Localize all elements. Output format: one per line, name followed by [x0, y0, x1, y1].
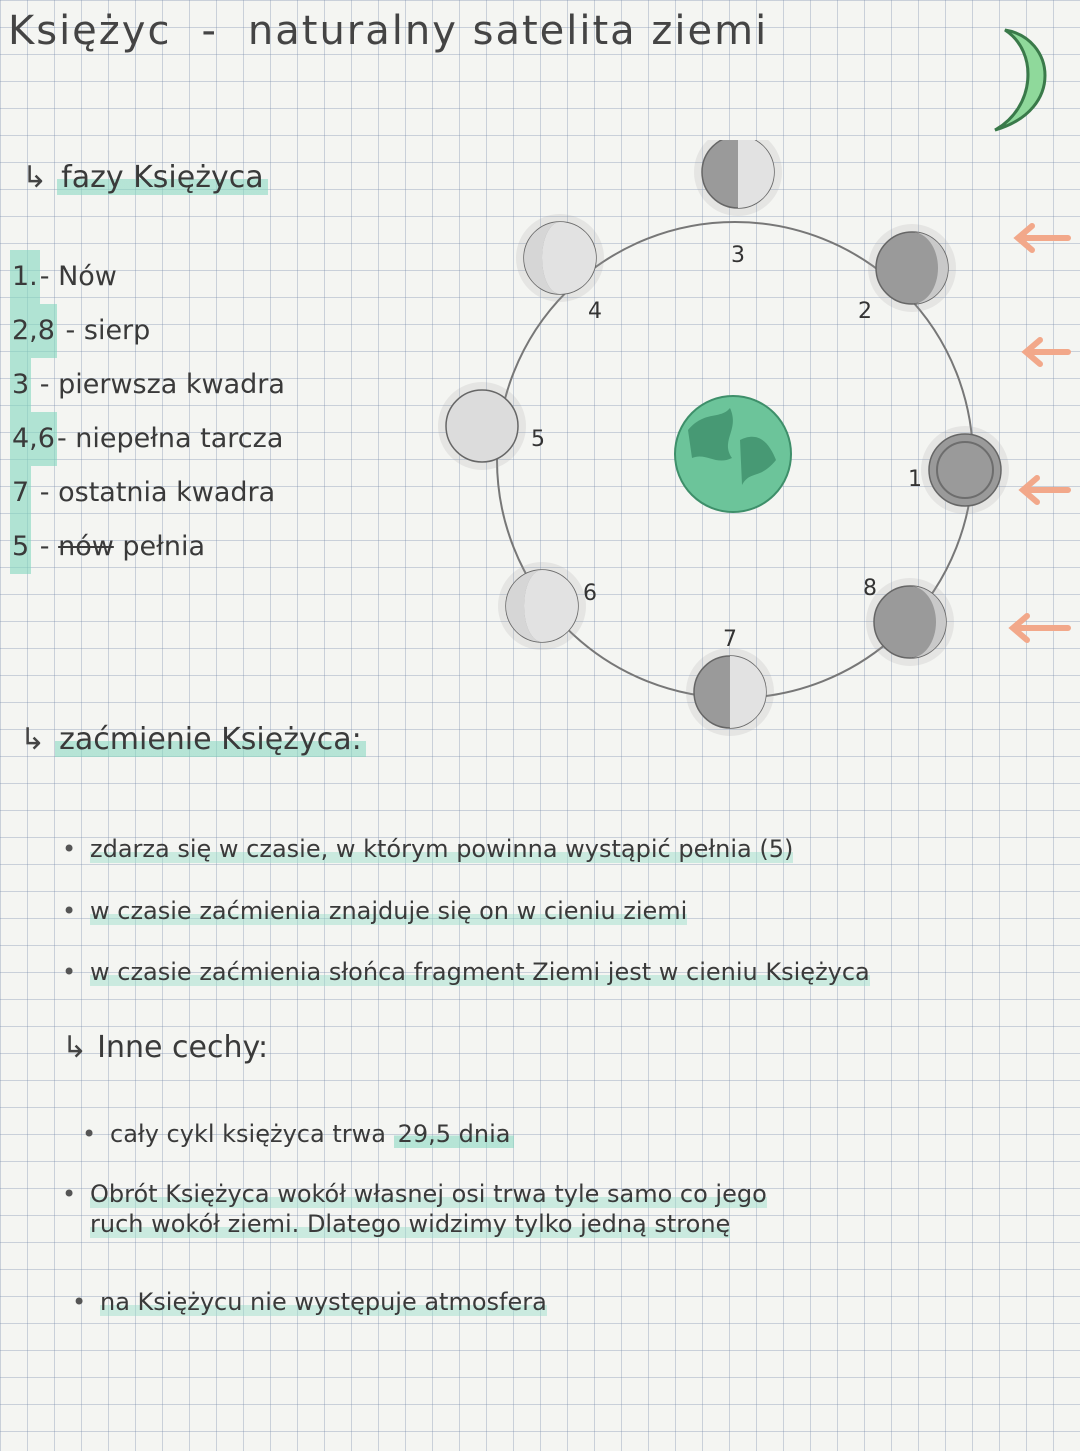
- title-separator: -: [201, 8, 218, 54]
- phase-row: 5 - nów pełnia: [10, 520, 285, 574]
- moon-phase-label: 6: [583, 581, 597, 606]
- moon-phase-label: 1: [908, 467, 922, 492]
- moon-phase-3-icon: [694, 140, 782, 216]
- moon-disc: [446, 390, 518, 462]
- list-item: • na Księżycu nie występuje atmosfera: [100, 1288, 547, 1316]
- moon-phase-label: 4: [588, 299, 602, 324]
- arrow-right-icon: ↳: [22, 160, 48, 195]
- crescent-moon-icon: [975, 20, 1075, 140]
- moon-phase-label: 3: [731, 243, 745, 268]
- moon-phase-8-icon: [866, 578, 954, 666]
- list-item: • Obrót Księżyca wokół własnej osi trwa tyle samo co jego: [90, 1180, 767, 1208]
- arrow-right-icon: ↳: [20, 722, 46, 757]
- sunlight-arrow-icon: [1026, 340, 1068, 364]
- cycle-value: 29,5 dnia: [394, 1120, 515, 1148]
- moon-phase-label: 5: [531, 427, 545, 452]
- moon-disc: [929, 434, 1001, 506]
- sunlight-arrow-icon: [1023, 478, 1068, 502]
- page-title: [8, 8, 768, 54]
- list-item: • w czasie zaćmienia znajduje się on w cieniu ziemi: [90, 897, 687, 925]
- arrow-right-icon: ↳: [62, 1030, 88, 1065]
- sunlight-arrows: [1013, 226, 1068, 640]
- moon-phases-diagram: [420, 140, 1080, 740]
- phases-heading: ↳ fazy Księżyca: [22, 160, 268, 195]
- other-heading: ↳ Inne cechy:: [62, 1030, 269, 1065]
- list-item: • w czasie zaćmienia słońca fragment Ziemi jest w cieniu Księżyca: [90, 958, 870, 986]
- title-right: naturalny satelita ziemi: [247, 8, 769, 54]
- list-item: • cały cykl księżyca trwa 29,5 dnia: [110, 1120, 514, 1148]
- phase-row: 1.- Nów: [10, 250, 285, 304]
- phases-legend: [10, 250, 285, 574]
- phase-row: 7 - ostatnia kwadra: [10, 466, 285, 520]
- eclipse-heading: ↳ zaćmienie Księżyca:: [20, 722, 366, 757]
- moon-phase-6-icon: [498, 562, 586, 650]
- moon-phase-label: 8: [863, 576, 877, 601]
- moon-phase-2-icon: [868, 224, 956, 312]
- moon-phase-7-icon: [686, 648, 774, 736]
- moon-phase-label: 7: [723, 627, 737, 652]
- moon-phase-4-icon: [516, 214, 604, 302]
- moon-phase-5-icon: [438, 382, 526, 470]
- list-item: • zdarza się w czasie, w którym powinna wystąpić pełnia (5): [90, 835, 793, 863]
- earth-icon: [675, 396, 791, 512]
- moon-phase-1-icon: [921, 426, 1009, 514]
- moon-phase-label: 2: [858, 299, 872, 324]
- sunlight-arrow-icon: [1018, 226, 1068, 250]
- list-item-continuation: ruch wokół ziemi. Dlatego widzimy tylko jedną stronę: [90, 1210, 731, 1238]
- sunlight-arrow-icon: [1013, 616, 1068, 640]
- phase-row: 3 - pierwsza kwadra: [10, 358, 285, 412]
- phase-row: 4,6- niepełna tarcza: [10, 412, 285, 466]
- phase-row: 2,8 - sierp: [10, 304, 285, 358]
- title-left: Księżyc: [8, 8, 172, 54]
